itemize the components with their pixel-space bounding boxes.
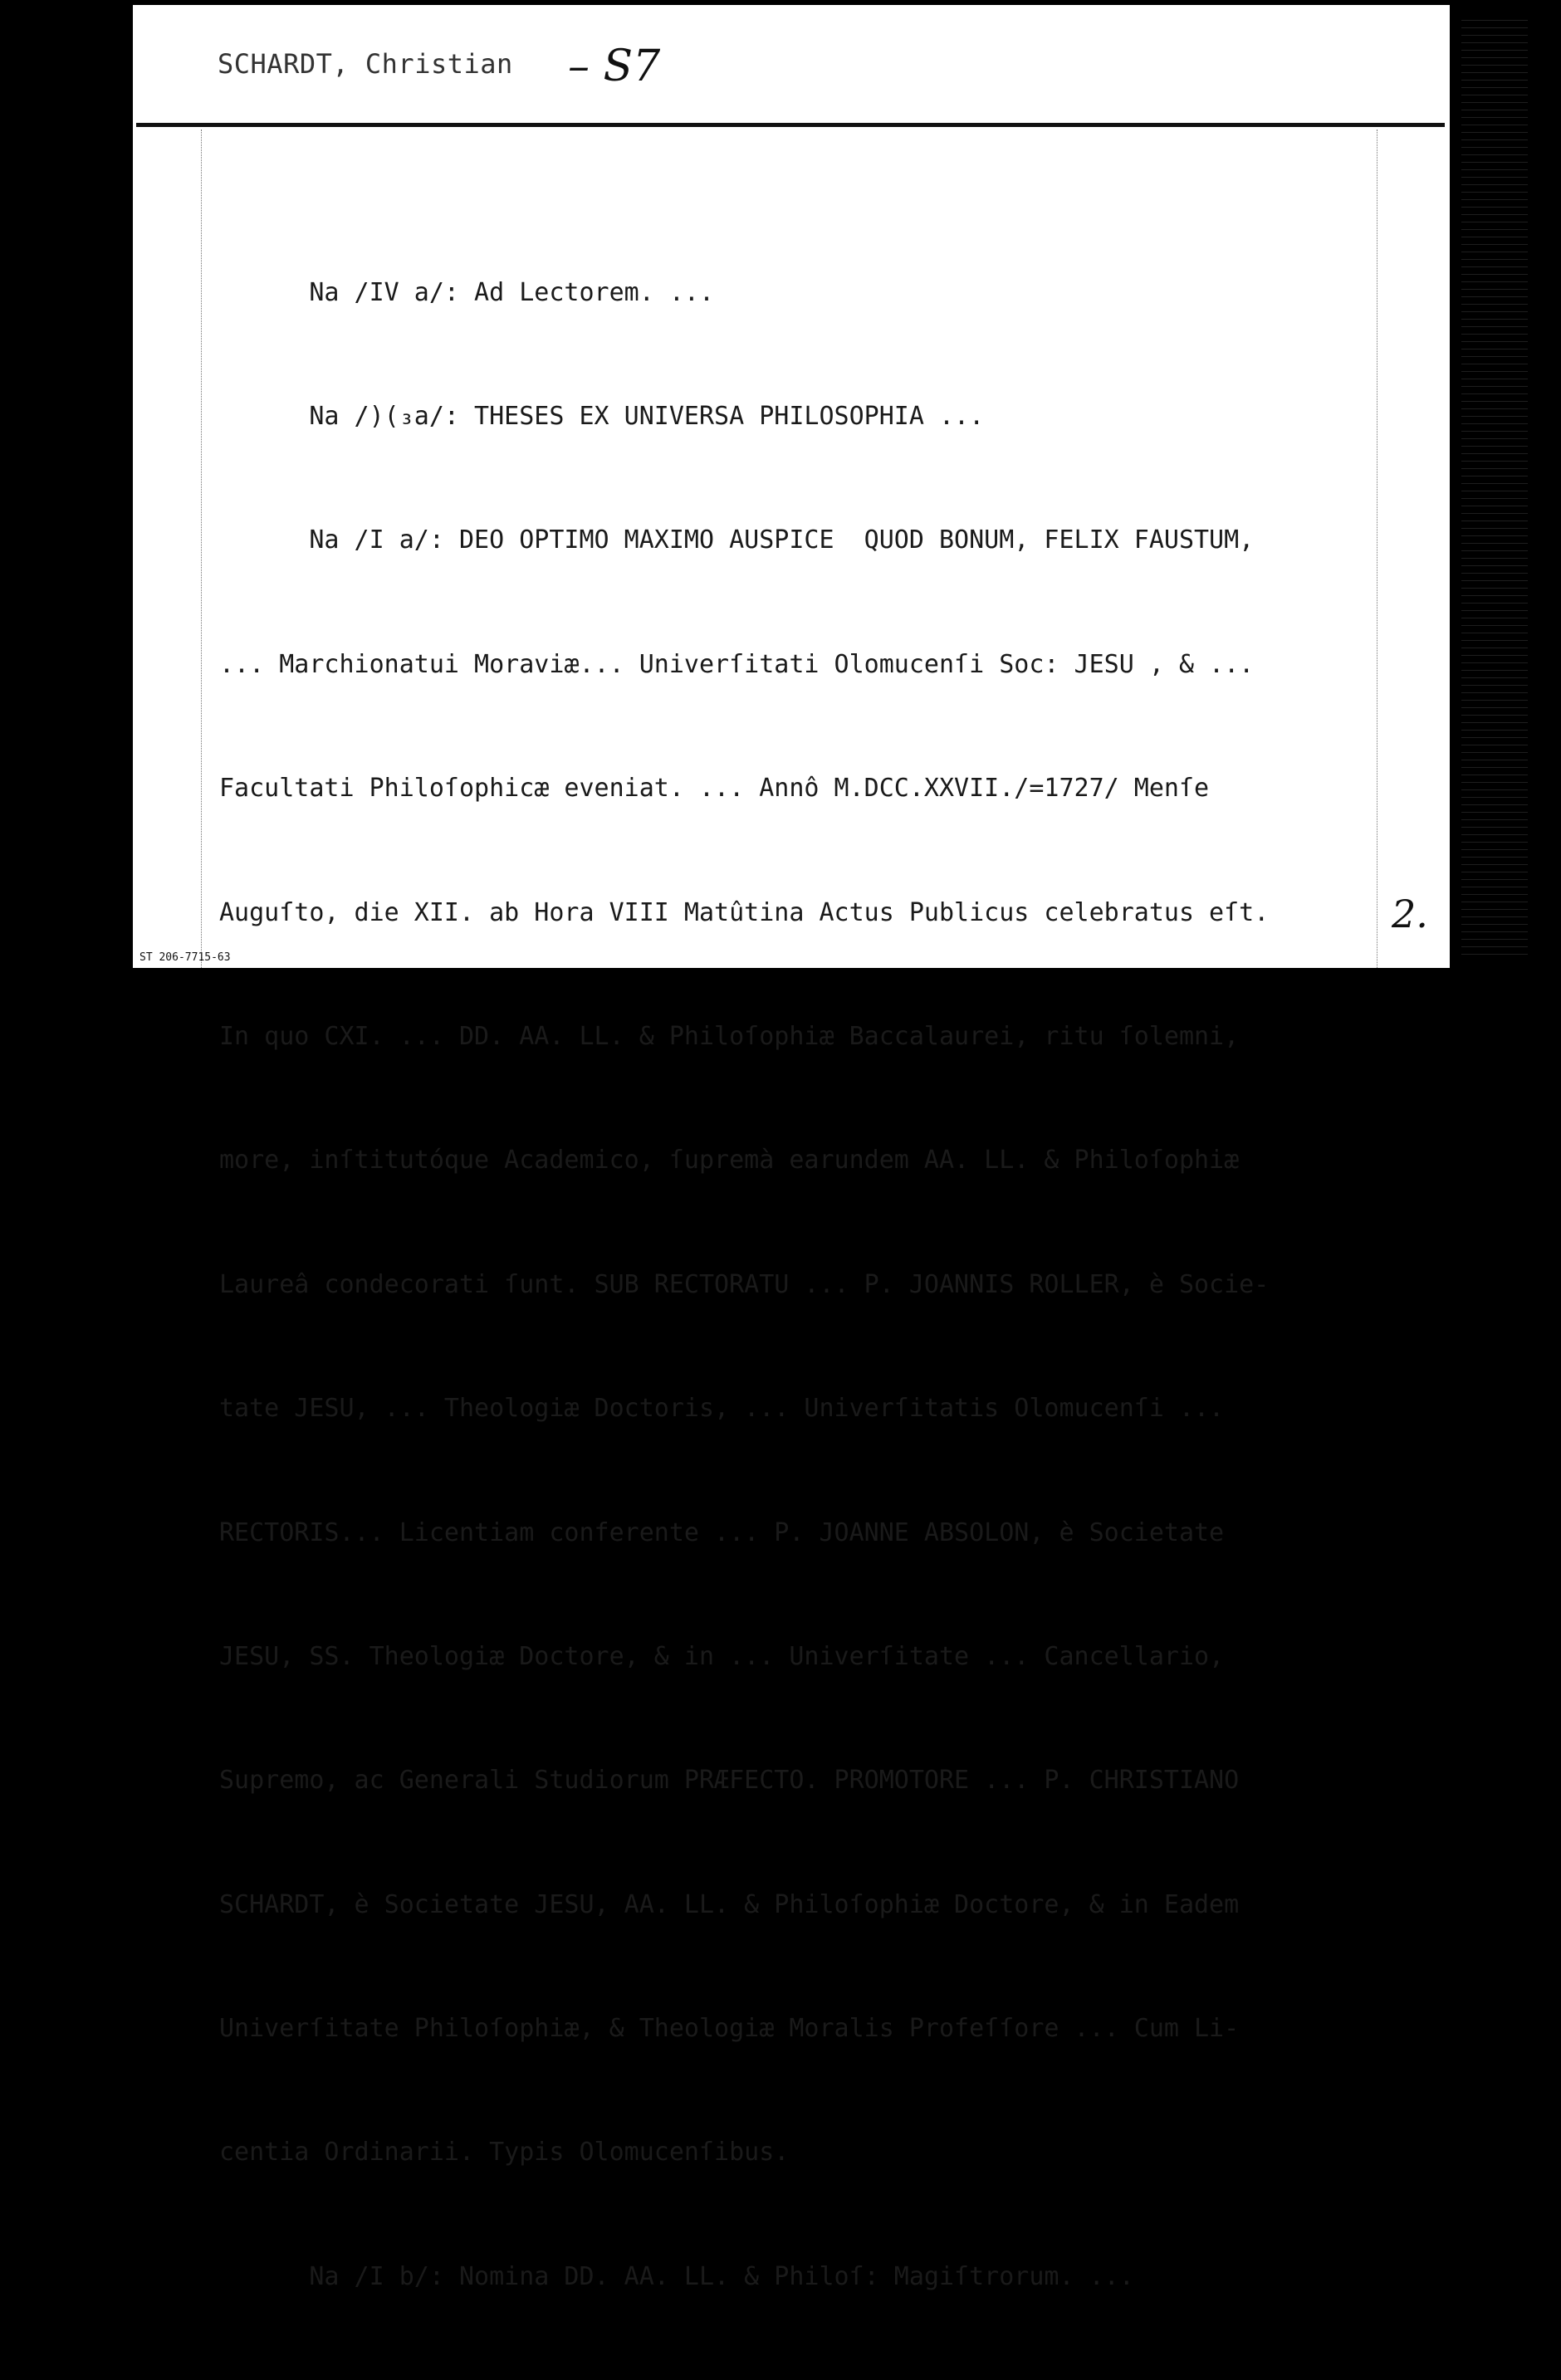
body-line: SCHARDT, è Societate JESU, AA. LL. & Philoſophiæ Doctore, & in Eadem	[219, 1889, 1240, 1919]
body-line: Na /I a/: DEO OPTIMO MAXIMO AUSPICE QUOD BONUM, FELIX FAUSTUM,	[219, 525, 1255, 555]
body-line: Na /)(₃a/: THESES EX UNIVERSA PHILOSOPHIA ...	[219, 401, 985, 431]
card-heading: SCHARDT, Christian	[218, 48, 513, 80]
body-line: Laureâ condecorati ſunt. SUB RECTORATU ... P. JOANNIS ROLLER, è Socie-	[219, 1269, 1270, 1299]
handwritten-mark: – S7	[568, 42, 661, 91]
page-number: 2.	[1392, 892, 1428, 936]
body-line: Auguſto, die XII. ab Hora VIII Matûtina Actus Publicus celebratus eſt.	[219, 897, 1270, 927]
body-line: Na /I b/: Nomina DD. AA. LL. & Philoſ: Magiſtrorum. ...	[219, 2261, 1134, 2291]
left-margin-line	[201, 130, 202, 968]
card-body	[219, 189, 1515, 2380]
body-line: tate JESU, ... Theologiæ Doctoris, ... Univerſitatis Olomucenſi ...	[219, 1394, 1225, 1424]
body-line: Na /IV a/: Ad Lectorem. ...	[219, 277, 715, 307]
body-line: centia Ordinarii. Typis Olomucenſibus.	[219, 2138, 790, 2167]
scan-edge-noise	[1461, 17, 1528, 955]
body-line: ... Marchionatui Moraviæ... Univerſitati Olomucenſi Soc: JESU , & ...	[219, 649, 1255, 679]
catalog-card	[133, 5, 1450, 2291]
header-rule	[136, 123, 1445, 127]
body-line: Univerſitate Philoſophiæ, & Theologiæ Moralis Profeſſore ... Cum Li-	[219, 2014, 1240, 2044]
body-line: Supremo, ac Generali Studiorum PRÆFECTO. PROMOTORE ... P. CHRISTIANO	[219, 1766, 1240, 1796]
body-line: RECTORIS... Licentiam conferente ... P. JOANNE ABSOLON, è Societate	[219, 1517, 1225, 1547]
body-line: In quo CXI. ... DD. AA. LL. & Philoſophiæ Baccalaurei, ritu ſolemni,	[219, 1021, 1240, 1051]
footer-code: ST 206-7715-63	[139, 951, 231, 964]
body-line: JESU, SS. Theologiæ Doctore, & in ... Univerſitate ... Cancellario,	[219, 1641, 1225, 1671]
body-line: more, inſtitutóque Academico, ſupremà earundem AA. LL. & Philoſophiæ	[219, 1146, 1240, 1175]
body-line: Facultati Philoſophicæ eveniat. ... Annô M.DCC.XXVII./=1727/ Menſe	[219, 774, 1210, 804]
